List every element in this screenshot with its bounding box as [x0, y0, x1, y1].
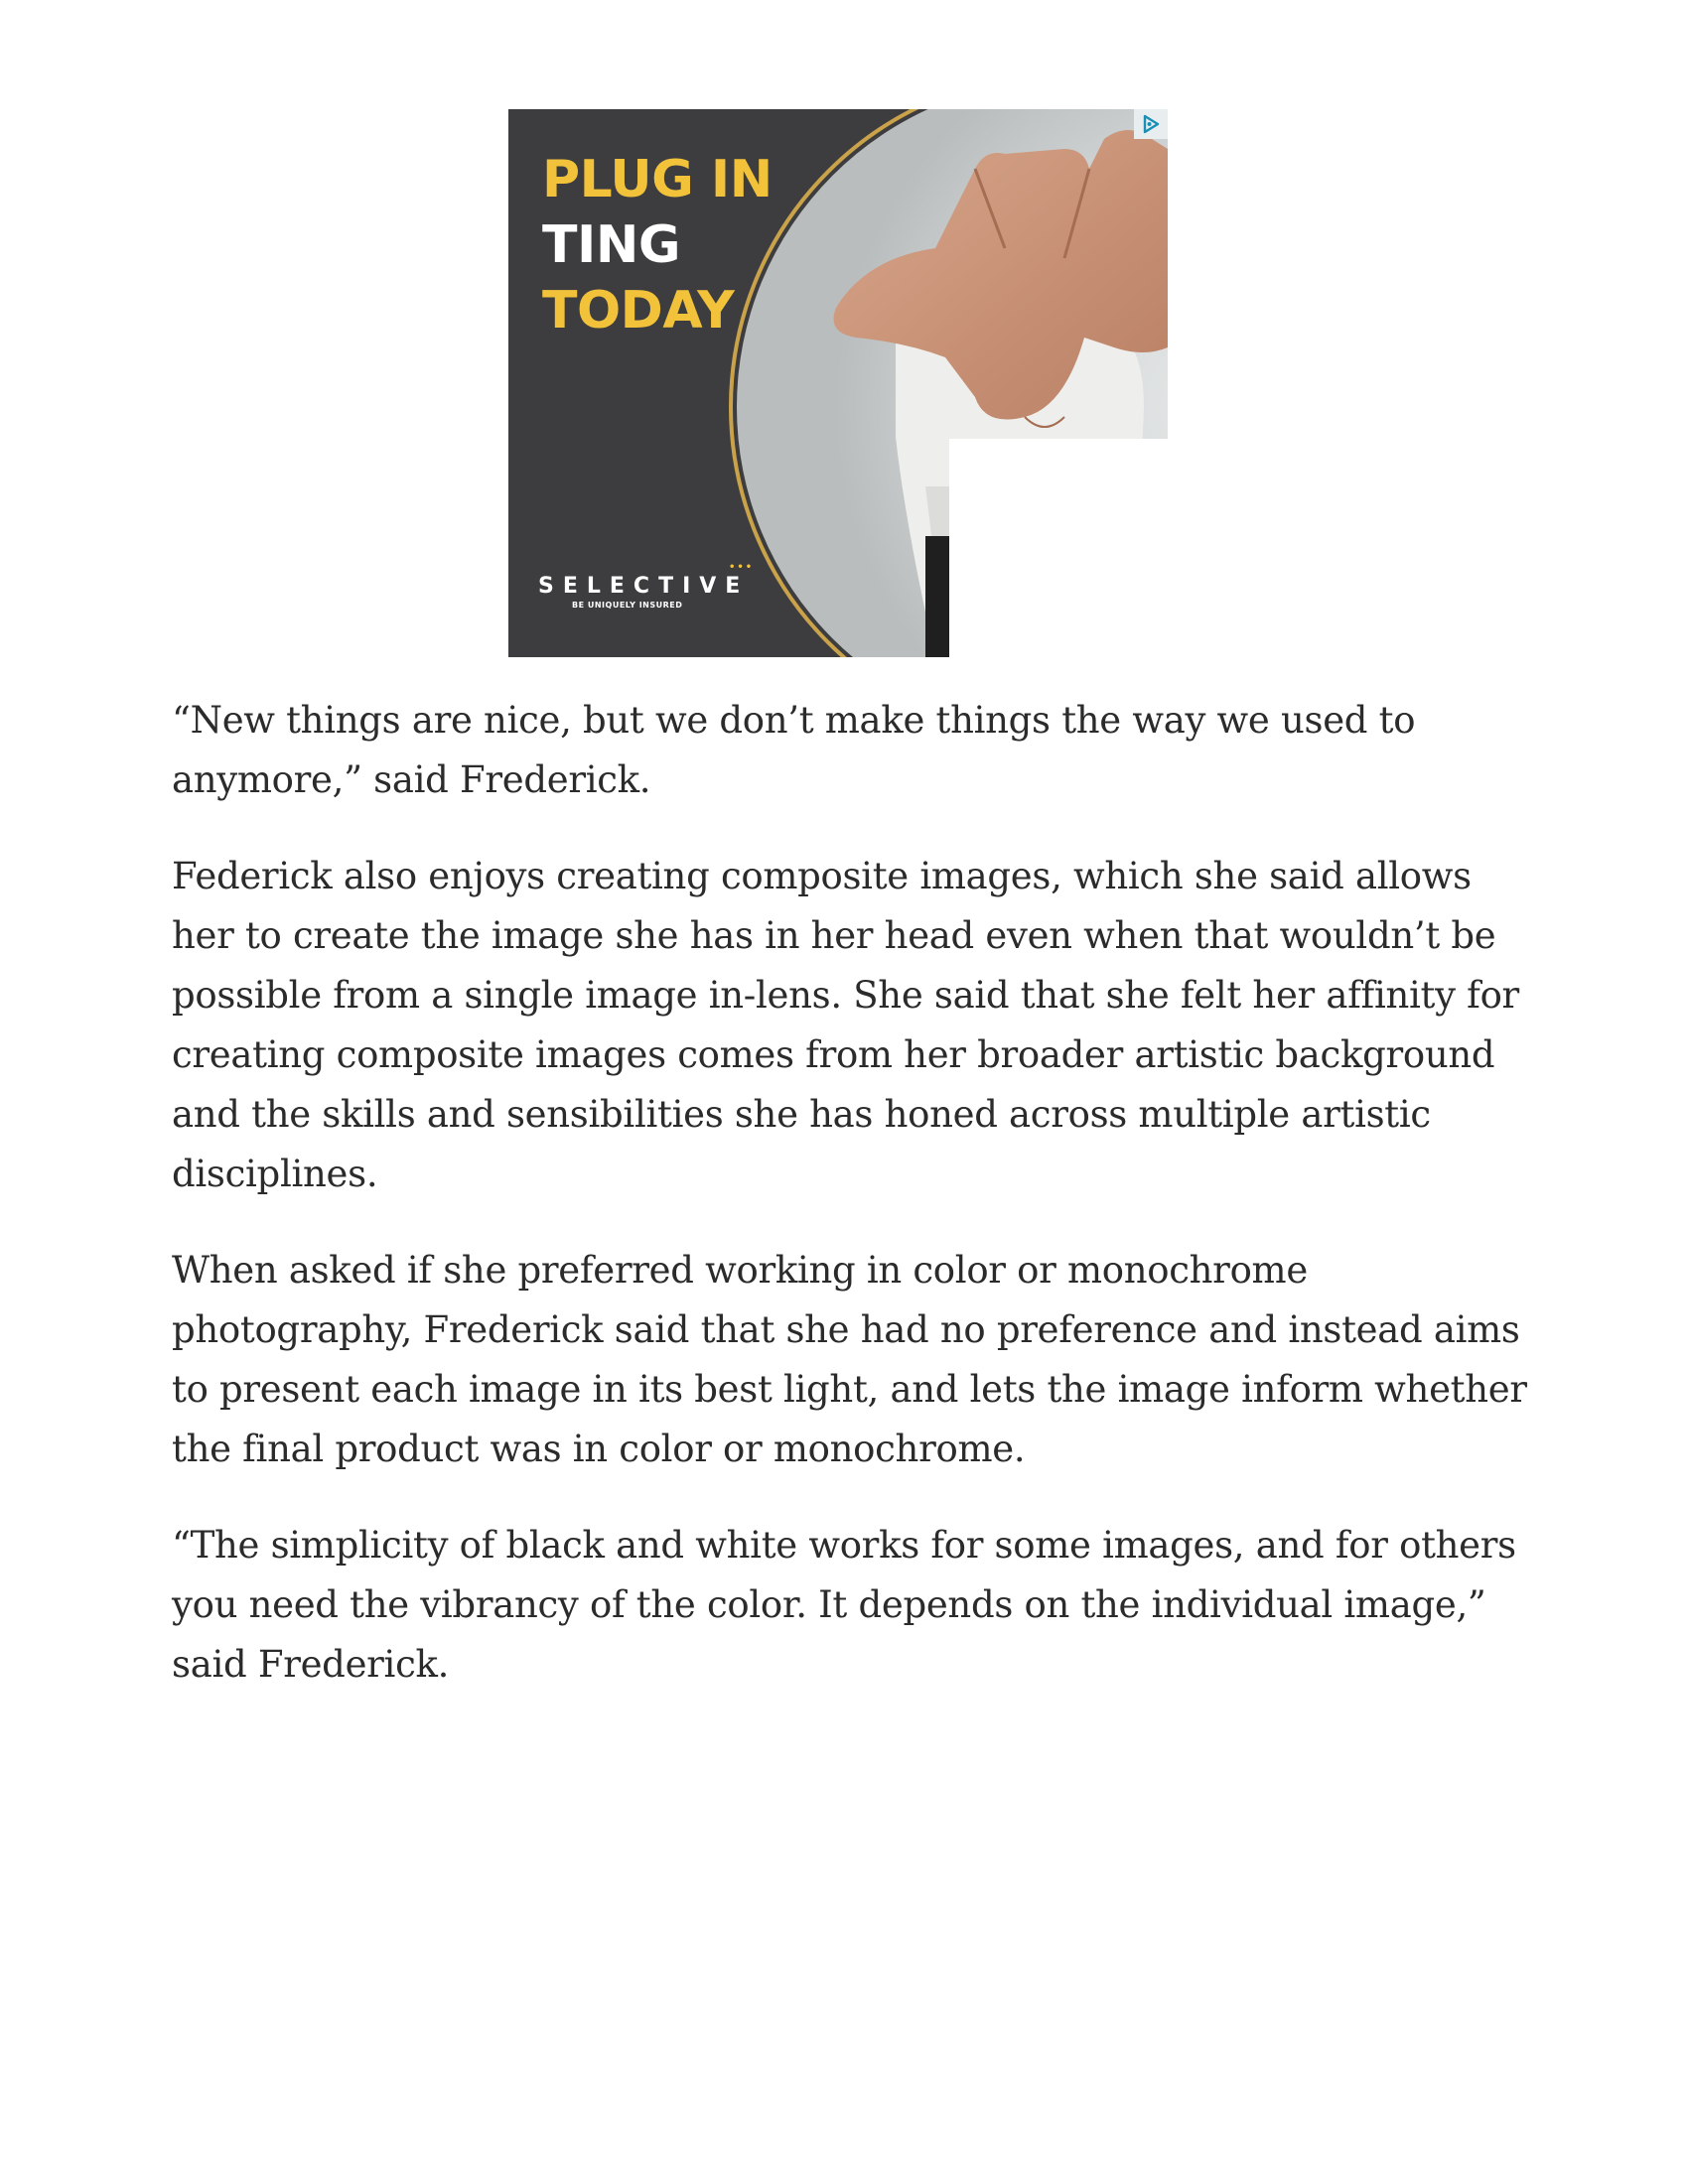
ad-brand-name: SELECTIVE: [538, 574, 750, 599]
ad-tagline: BE UNIQUELY INSURED: [572, 601, 683, 610]
ad-headline-line-1: PLUG IN: [542, 150, 773, 209]
ad-headline: [542, 147, 773, 343]
advertisement-banner[interactable]: [508, 109, 1168, 657]
article-paragraph-4: “The simplicity of black and white works for some images, and for others you need the vibrancy of the color. It depends on the individual image,” said Frederick.: [172, 1524, 1516, 1686]
article-body: [172, 691, 1532, 1731]
article-paragraph-1: “New things are nice, but we don’t make things the way we used to anymore,” said Frederick.: [172, 699, 1416, 801]
ad-headline-line-2: TING: [542, 215, 681, 275]
ad-logo-dots-icon: •••: [729, 562, 755, 573]
ad-headline-line-3: TODAY: [542, 281, 735, 341]
ad-brand-logo: [538, 562, 755, 610]
article-paragraph-3: When asked if she preferred working in color or monochrome photography, Frederick said that she had no preference and instead aims to present each image in its best light, and lets the image inform whether the final product was in color or monochrome.: [172, 1249, 1527, 1470]
article-paragraph-2: Federick also enjoys creating composite images, which she said allows her to create the image she has in her head even when that wouldn’t be possible from a single image in-lens. She said that she felt her affinity for creating composite images comes from her broader artistic background and the skills and sensibilities she has honed across multiple artistic disciplines.: [172, 855, 1519, 1195]
adchoices-icon[interactable]: [1134, 109, 1168, 139]
ad-overlay-blank: [949, 439, 1168, 657]
